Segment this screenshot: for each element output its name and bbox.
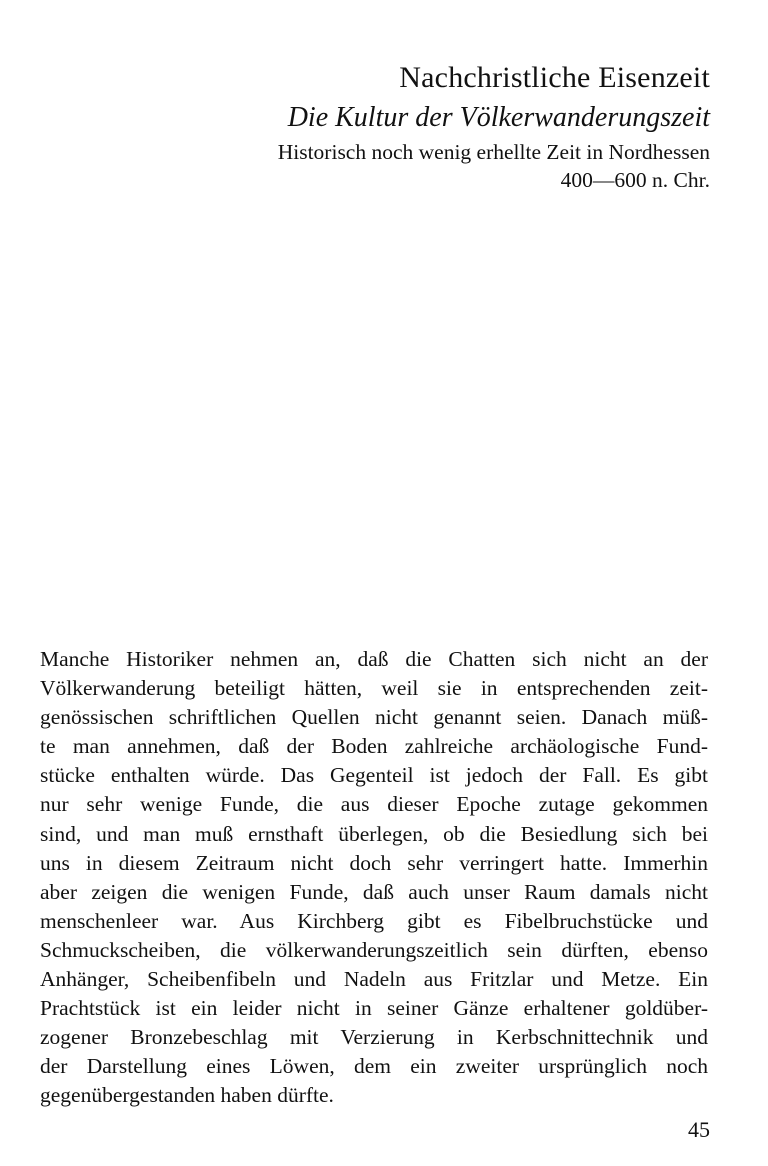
chapter-title: Nachchristliche Eisenzeit	[399, 61, 710, 94]
body-line: te man annehmen, daß der Boden zahlreiche archäologische Fund-	[40, 734, 708, 759]
body-line: gegenübergestanden haben dürfte.	[40, 1083, 334, 1108]
body-line: uns in diesem Zeitraum nicht doch sehr verringert hatte. Immerhin	[40, 850, 708, 875]
body-line: nur sehr wenige Funde, die aus dieser Epoche zutage gekommen	[40, 792, 708, 817]
chapter-heading	[150, 58, 710, 194]
chapter-description: Historisch noch wenig erhellte Zeit in Nordhessen	[277, 140, 710, 164]
body-line: zogener Bronzebeschlag mit Verzierung in Kerbschnittechnik und	[40, 1025, 708, 1050]
body-paragraph	[40, 645, 708, 1111]
body-line: der Darstellung eines Löwen, dem ein zweiter ursprünglich noch	[40, 1054, 708, 1079]
body-line: genössischen schriftlichen Quellen nicht genannt seien. Danach müß-	[40, 705, 708, 730]
body-line: Prachtstück ist ein leider nicht in seiner Gänze erhaltener goldüber-	[40, 996, 708, 1021]
body-line: Völkerwanderung beteiligt hätten, weil sie in entsprechenden zeit-	[40, 676, 708, 701]
body-line: sind, und man muß ernsthaft überlegen, ob die Besiedlung sich bei	[40, 821, 708, 846]
chapter-subtitle: Die Kultur der Völkerwanderungszeit	[287, 102, 710, 133]
body-line: aber zeigen die wenigen Funde, daß auch unser Raum damals nicht	[40, 879, 708, 904]
body-line: Schmuckscheiben, die völkerwanderungszeitlich sein dürften, ebenso	[40, 937, 708, 962]
chapter-period: 400—600 n. Chr.	[560, 168, 710, 192]
body-line: menschenleer war. Aus Kirchberg gibt es Fibelbruchstücke und	[40, 908, 708, 933]
page-number: 45	[688, 1117, 710, 1142]
body-line: Manche Historiker nehmen an, daß die Chatten sich nicht an der	[40, 647, 708, 671]
body-line: stücke enthalten würde. Das Gegenteil ist jedoch der Fall. Es gibt	[40, 763, 708, 788]
body-line: Anhänger, Scheibenfibeln und Nadeln aus Fritzlar und Metze. Ein	[40, 967, 708, 992]
